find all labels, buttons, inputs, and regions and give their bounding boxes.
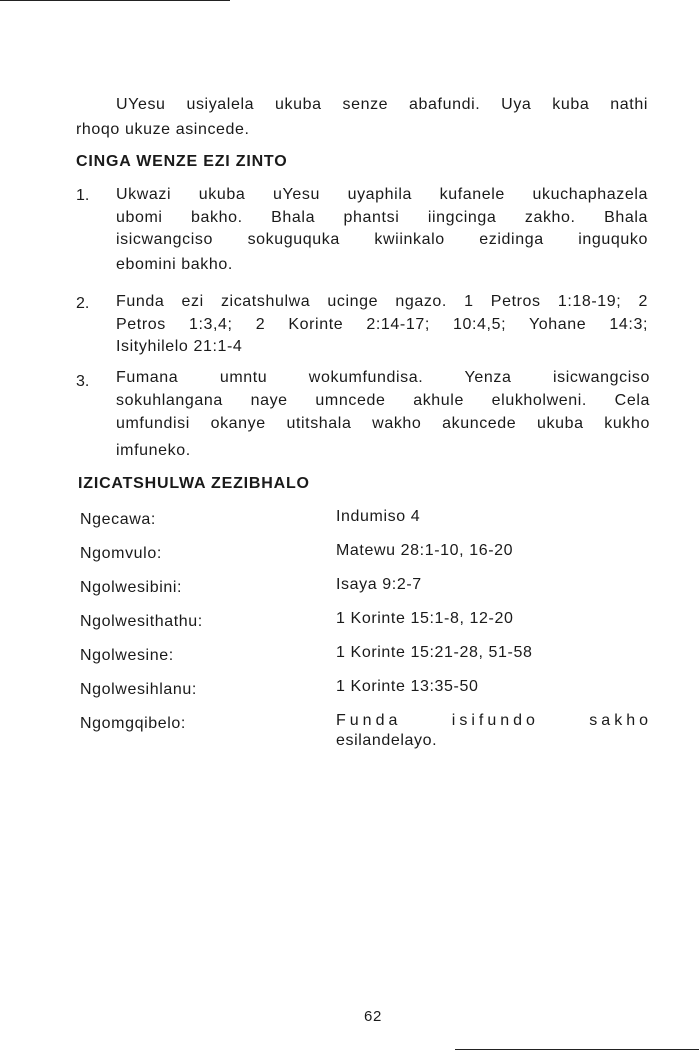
- reading-day: Ngecawa:: [80, 511, 156, 528]
- scan-edge-bottom: [455, 1049, 699, 1050]
- reading-ref-continued: esilandelayo.: [336, 732, 438, 749]
- list-number: 1.: [76, 187, 90, 204]
- reading-ref: Funda isifundo sakho: [336, 712, 652, 729]
- reading-ref: Indumiso 4: [336, 508, 421, 525]
- list-item-line: isicwangciso sokuguquka kwiinkalo ezidinga inguquko: [116, 231, 648, 248]
- list-number: 3.: [76, 373, 90, 390]
- reading-day: Ngomgqibelo:: [80, 715, 186, 732]
- list-item-line: ubomi bakho. Bhala phantsi iingcinga zakho. Bhala: [116, 209, 648, 226]
- section-heading-cinga: CINGA WENZE EZI ZINTO: [76, 153, 288, 170]
- reading-day: Ngomvulo:: [80, 545, 162, 562]
- reading-day: Ngolwesine:: [80, 647, 174, 664]
- reading-day: Ngolwesihlanu:: [80, 681, 197, 698]
- list-item-line: Isityhilelo 21:1-4: [116, 338, 243, 355]
- reading-ref: 1 Korinte 15:21-28, 51-58: [336, 644, 533, 661]
- reading-day: Ngolwesibini:: [80, 579, 183, 596]
- intro-line: UYesu usiyalela ukuba senze abafundi. Uya kuba nathi: [116, 96, 648, 113]
- reading-ref: 1 Korinte 15:1-8, 12-20: [336, 610, 514, 627]
- reading-ref: Matewu 28:1-10, 16-20: [336, 542, 514, 559]
- list-item-line: sokuhlangana naye umncede akhule elukholweni. Cela: [116, 392, 650, 409]
- reading-ref: 1 Korinte 13:35-50: [336, 678, 479, 695]
- list-item-line: Fumana umntu wokumfundisa. Yenza isicwangciso: [116, 369, 650, 386]
- list-item-line: Petros 1:3,4; 2 Korinte 2:14-17; 10:4,5; Yohane 14:3;: [116, 316, 648, 333]
- list-item-line: Ukwazi ukuba uYesu uyaphila kufanele ukuchaphazela: [116, 186, 648, 203]
- reading-ref: Isaya 9:2-7: [336, 576, 422, 593]
- reading-day: Ngolwesithathu:: [80, 613, 203, 630]
- list-number: 2.: [76, 295, 90, 312]
- section-heading-izicatshulwa: IZICATSHULWA ZEZIBHALO: [78, 475, 310, 492]
- intro-line: rhoqo ukuze asincede.: [76, 121, 250, 138]
- list-item-line: Funda ezi zicatshulwa ucinge ngazo. 1 Petros 1:18-19; 2: [116, 293, 648, 310]
- scan-edge-top: [0, 0, 230, 1]
- list-item-line: imfuneko.: [116, 442, 191, 459]
- list-item-line: ebomini bakho.: [116, 256, 233, 273]
- page-number: 62: [364, 1008, 382, 1025]
- list-item-line: umfundisi okanye utitshala wakho akuncede ukuba kukho: [116, 415, 650, 432]
